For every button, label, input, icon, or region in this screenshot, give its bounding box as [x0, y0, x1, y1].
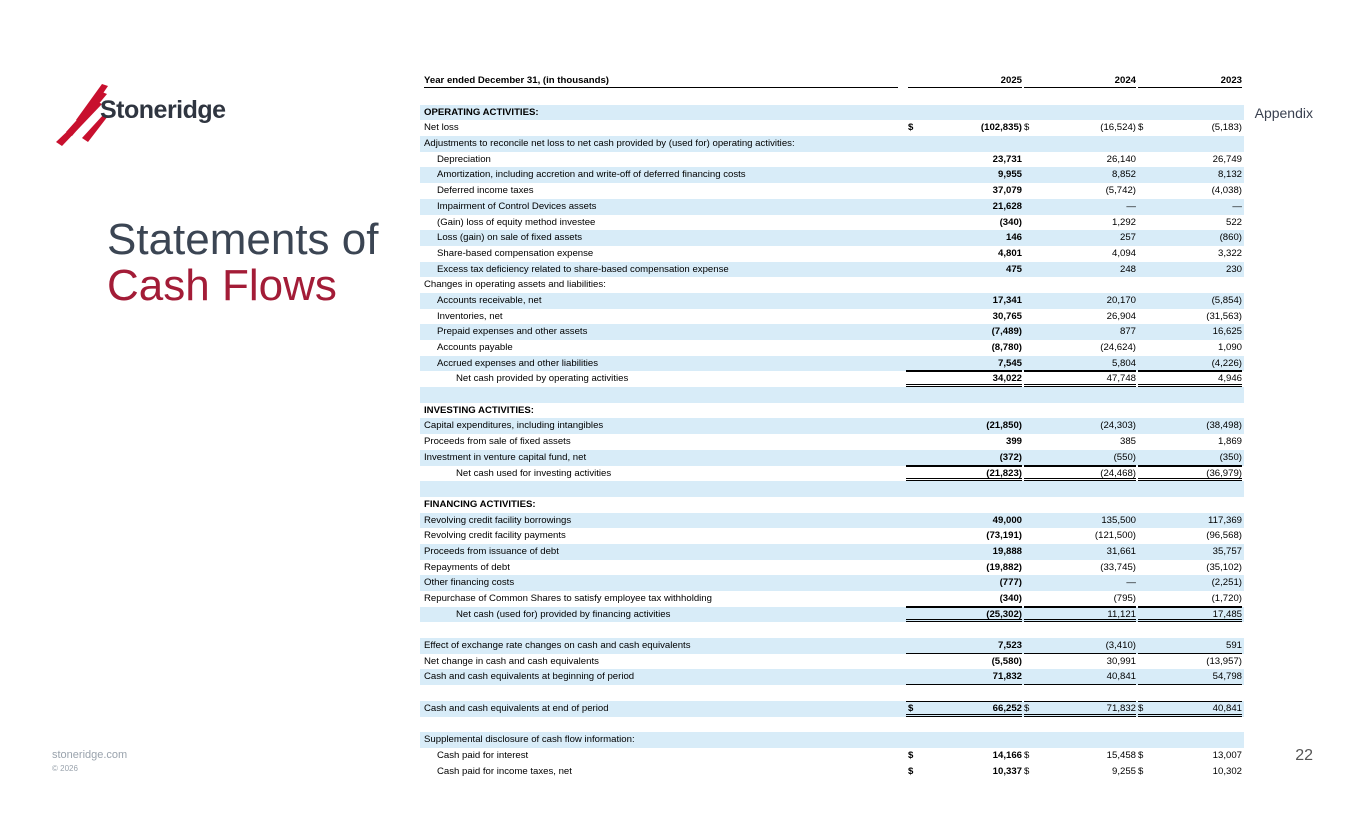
value-2023: (350): [1219, 451, 1242, 463]
value-2025-cell: [906, 669, 1022, 685]
value-2023-cell: [1136, 371, 1242, 387]
value-2024: —: [1126, 577, 1136, 589]
value-2024: 1,292: [1111, 216, 1136, 228]
value-2025: 21,628: [992, 200, 1022, 212]
table-row: [420, 685, 1244, 701]
page-title-line2: Cash Flows: [107, 261, 337, 310]
value-2024-cell: [1022, 309, 1136, 325]
value-2023: (35,102): [1206, 561, 1242, 573]
currency-symbol: $: [1138, 122, 1144, 134]
row-label: Net cash (used for) provided by financing activities: [456, 608, 671, 620]
table-row: [420, 120, 1244, 136]
value-2025-cell: [906, 356, 1022, 372]
brand-name: Stoneridge: [100, 96, 226, 124]
value-2023-cell: [1136, 246, 1242, 262]
value-2025-cell: [906, 293, 1022, 309]
row-label: Proceeds from issuance of debt: [424, 545, 559, 557]
value-2023-cell: [1136, 591, 1242, 607]
value-2023-cell: [1136, 309, 1242, 325]
table-row: [420, 371, 1244, 387]
currency-symbol: $: [1024, 749, 1030, 761]
header-2024: 2024: [1114, 75, 1136, 86]
table-row: [420, 528, 1244, 544]
value-2024-cell: [1022, 293, 1136, 309]
value-2025: 475: [1005, 263, 1022, 275]
value-2024: (550): [1113, 451, 1136, 463]
row-label: Revolving credit facility borrowings: [424, 514, 572, 526]
value-2025: (21,850): [986, 420, 1022, 432]
value-2023-cell: [1136, 544, 1242, 560]
value-2024: 257: [1119, 232, 1136, 244]
value-2023-cell: [1136, 466, 1242, 482]
table-row: [420, 560, 1244, 576]
value-2023-cell: [1136, 324, 1242, 340]
table-header-row: [420, 72, 1244, 89]
value-2024: (121,500): [1094, 530, 1136, 542]
table-row: [420, 497, 1244, 513]
currency-symbol: $: [908, 765, 914, 777]
footer-copyright: © 2026: [52, 764, 78, 773]
row-label: Depreciation: [437, 153, 491, 165]
value-2023-cell: [1136, 230, 1242, 246]
value-2023: 591: [1225, 640, 1242, 652]
row-label: OPERATING ACTIVITIES:: [424, 106, 539, 118]
row-label: Impairment of Control Devices assets: [437, 200, 597, 212]
value-2023: —: [1232, 200, 1242, 212]
value-2023-cell: [1136, 607, 1242, 623]
value-2025: (19,882): [986, 561, 1022, 573]
value-2024: 248: [1119, 263, 1136, 275]
value-2024-cell: [1022, 748, 1136, 764]
value-2025-cell: [906, 466, 1022, 482]
row-label: Accrued expenses and other liabilities: [437, 357, 599, 369]
value-2024-cell: [1022, 607, 1136, 623]
value-2025-cell: [906, 309, 1022, 325]
row-label: Effect of exchange rate changes on cash and cash equivalents: [424, 640, 691, 652]
row-label: Other financing costs: [424, 577, 515, 589]
value-2025: (73,191): [986, 530, 1022, 542]
row-label: Cash paid for income taxes, net: [437, 765, 572, 777]
value-2025: 17,341: [992, 294, 1022, 306]
value-2023: 10,302: [1212, 765, 1242, 777]
value-2024-cell: [1022, 764, 1136, 780]
header-2025: 2025: [1000, 75, 1022, 86]
value-2023: (96,568): [1206, 530, 1242, 542]
value-2025-cell: [906, 544, 1022, 560]
footer-website-link[interactable]: stoneridge.com: [52, 749, 128, 761]
value-2023-cell: [1136, 513, 1242, 529]
value-2025-cell: [906, 246, 1022, 262]
row-label: Prepaid expenses and other assets: [437, 326, 588, 338]
value-2024: (24,303): [1100, 420, 1136, 432]
table-row: [420, 701, 1244, 717]
value-2025-cell: [906, 152, 1022, 168]
row-label: Investment in venture capital fund, net: [424, 451, 587, 463]
value-2023-cell: [1136, 293, 1242, 309]
value-2023-cell: [1136, 418, 1242, 434]
value-2025: (8,780): [991, 342, 1022, 353]
value-2024-cell: [1022, 466, 1136, 482]
table-row: [420, 450, 1244, 466]
value-2025-cell: [906, 591, 1022, 607]
row-label: Amortization, including accretion and write-off of deferred financing costs: [437, 169, 746, 181]
value-2025-cell: [906, 607, 1022, 623]
table-row: [420, 387, 1244, 403]
row-label: (Gain) loss of equity method investee: [437, 216, 596, 228]
value-2023-cell: [1136, 434, 1242, 450]
table-row: [420, 199, 1244, 215]
value-2024-cell: [1022, 591, 1136, 607]
currency-symbol: $: [1024, 702, 1030, 714]
table-row: [420, 183, 1244, 199]
value-2024: 40,841: [1106, 671, 1136, 683]
table-row: [420, 764, 1244, 780]
value-2023-cell: [1136, 120, 1242, 136]
table-row: [420, 654, 1244, 670]
row-label: Deferred income taxes: [437, 185, 534, 197]
value-2024: (33,745): [1100, 561, 1136, 573]
value-2024-cell: [1022, 152, 1136, 168]
value-2024: 877: [1119, 326, 1136, 338]
value-2025-cell: [906, 340, 1022, 356]
row-label: Inventories, net: [437, 310, 503, 322]
value-2024: (795): [1113, 593, 1136, 604]
value-2024: 20,170: [1106, 294, 1136, 306]
value-2024: 26,140: [1106, 153, 1136, 165]
value-2025: (340): [999, 216, 1022, 228]
value-2025: 7,545: [997, 357, 1022, 369]
value-2024: 5,804: [1111, 357, 1136, 369]
value-2024-cell: [1022, 575, 1136, 591]
value-2024-cell: [1022, 701, 1136, 717]
table-row: [420, 277, 1244, 293]
table-row: [420, 466, 1244, 482]
value-2024: 8,852: [1111, 169, 1136, 181]
value-2024: (24,624): [1100, 342, 1136, 353]
table-row: [420, 575, 1244, 591]
value-2025-cell: [906, 324, 1022, 340]
value-2023: 1,090: [1217, 342, 1242, 353]
value-2025-cell: [906, 450, 1022, 466]
value-2023: 16,625: [1212, 326, 1242, 338]
row-label: Repurchase of Common Shares to satisfy employee tax withholding: [424, 593, 712, 604]
value-2025-cell: [906, 764, 1022, 780]
value-2023: (1,720): [1211, 593, 1242, 604]
table-row: [420, 167, 1244, 183]
value-2025-cell: [906, 183, 1022, 199]
value-2024: 15,458: [1106, 749, 1136, 761]
value-2023: (860): [1219, 232, 1242, 244]
currency-symbol: $: [1024, 122, 1030, 134]
row-label: Supplemental disclosure of cash flow information:: [424, 734, 635, 746]
value-2023-cell: [1136, 748, 1242, 764]
value-2024: 30,991: [1106, 655, 1136, 667]
value-2023: (4,226): [1211, 357, 1242, 369]
value-2025-cell: [906, 371, 1022, 387]
row-label: Changes in operating assets and liabilities:: [424, 279, 606, 291]
value-2025: (340): [999, 593, 1022, 604]
table-row: [420, 324, 1244, 340]
value-2023: (36,979): [1206, 467, 1242, 479]
value-2023: 35,757: [1212, 545, 1242, 557]
value-2024: 11,121: [1107, 608, 1136, 620]
currency-symbol: $: [908, 702, 914, 714]
value-2025: (25,302): [986, 608, 1022, 620]
table-row: [420, 356, 1244, 372]
value-2023-cell: [1136, 450, 1242, 466]
value-2024-cell: [1022, 560, 1136, 576]
value-2024-cell: [1022, 450, 1136, 466]
value-2023-cell: [1136, 356, 1242, 372]
value-2023: 40,841: [1212, 702, 1242, 714]
value-2025-cell: [906, 262, 1022, 278]
value-2024-cell: [1022, 513, 1136, 529]
value-2025-cell: [906, 434, 1022, 450]
value-2024-cell: [1022, 199, 1136, 215]
table-row: [420, 669, 1244, 685]
value-2024: 71,832: [1106, 702, 1136, 714]
currency-symbol: $: [1138, 765, 1144, 777]
value-2024-cell: [1022, 230, 1136, 246]
value-2025: 7,523: [997, 640, 1022, 652]
value-2025: 9,955: [997, 169, 1022, 181]
value-2023-cell: [1136, 199, 1242, 215]
row-label: Cash and cash equivalents at end of period: [424, 702, 609, 714]
value-2023-cell: [1136, 701, 1242, 717]
value-2023: 3,322: [1217, 247, 1242, 259]
value-2025: (7,489): [991, 326, 1022, 338]
row-label: Net change in cash and cash equivalents: [424, 655, 599, 667]
value-2025: 49,000: [992, 514, 1022, 526]
value-2025: 19,888: [992, 545, 1022, 557]
value-2023-cell: [1136, 528, 1242, 544]
value-2025: (777): [999, 577, 1022, 589]
value-2025: 146: [1005, 232, 1022, 244]
value-2023-cell: [1136, 560, 1242, 576]
value-2025-cell: [906, 748, 1022, 764]
value-2025: 30,765: [992, 310, 1022, 322]
table-row: [420, 622, 1244, 638]
value-2025: 4,801: [997, 247, 1022, 259]
value-2024: (5,742): [1105, 185, 1136, 197]
value-2024-cell: [1022, 215, 1136, 231]
value-2025: (372): [999, 451, 1022, 463]
value-2025: 14,166: [992, 749, 1022, 761]
row-label: Loss (gain) on sale of fixed assets: [437, 232, 583, 244]
row-label: INVESTING ACTIVITIES:: [424, 404, 534, 416]
table-row: [420, 418, 1244, 434]
value-2025: (21,823): [986, 467, 1022, 479]
table-row: [420, 403, 1244, 419]
value-2023-cell: [1136, 764, 1242, 780]
row-label: Excess tax deficiency related to share-based compensation expense: [437, 263, 729, 275]
value-2024-cell: [1022, 340, 1136, 356]
row-label: Cash and cash equivalents at beginning of period: [424, 671, 635, 683]
value-2024-cell: [1022, 371, 1136, 387]
value-2024-cell: [1022, 418, 1136, 434]
value-2025-cell: [906, 575, 1022, 591]
value-2025-cell: [906, 418, 1022, 434]
value-2023-cell: [1136, 340, 1242, 356]
row-label: Accounts receivable, net: [437, 294, 542, 306]
value-2025: 23,731: [992, 153, 1022, 165]
value-2024-cell: [1022, 669, 1136, 685]
value-2023: 522: [1225, 216, 1242, 228]
value-2024-cell: [1022, 120, 1136, 136]
table-row: [420, 293, 1244, 309]
row-label: Revolving credit facility payments: [424, 530, 566, 542]
value-2024-cell: [1022, 324, 1136, 340]
value-2025: (5,580): [991, 655, 1022, 667]
cash-flow-table: [420, 72, 1244, 779]
value-2024: (16,524): [1100, 122, 1136, 134]
header-2023: 2023: [1220, 75, 1242, 86]
value-2025-cell: [906, 638, 1022, 654]
value-2024: 135,500: [1101, 514, 1136, 526]
value-2023-cell: [1136, 638, 1242, 654]
value-2024-cell: [1022, 183, 1136, 199]
table-row: [420, 544, 1244, 560]
table-row: [420, 246, 1244, 262]
table-row: [420, 732, 1244, 748]
value-2025-cell: [906, 167, 1022, 183]
currency-symbol: $: [1138, 749, 1144, 761]
value-2023-cell: [1136, 575, 1242, 591]
row-label: Capital expenditures, including intangibles: [424, 420, 604, 432]
value-2024: 31,661: [1106, 545, 1136, 557]
value-2023: (31,563): [1206, 310, 1242, 322]
table-row: [420, 434, 1244, 450]
table-row: [420, 513, 1244, 529]
value-2023: 26,749: [1212, 153, 1242, 165]
header-label: Year ended December 31, (in thousands): [424, 75, 610, 86]
row-label: FINANCING ACTIVITIES:: [424, 498, 536, 510]
appendix-label: Appendix: [1254, 105, 1313, 121]
row-label: Adjustments to reconcile net loss to net cash provided by (used for) operating activities:: [424, 138, 795, 150]
value-2024-cell: [1022, 167, 1136, 183]
value-2023: (2,251): [1211, 577, 1242, 589]
table-row: [420, 89, 1244, 105]
value-2025: 66,252: [992, 702, 1022, 714]
value-2025-cell: [906, 230, 1022, 246]
value-2024-cell: [1022, 246, 1136, 262]
value-2025-cell: [906, 560, 1022, 576]
value-2024-cell: [1022, 528, 1136, 544]
value-2025-cell: [906, 215, 1022, 231]
table-row: [420, 105, 1244, 121]
row-label: Share-based compensation expense: [437, 247, 594, 259]
value-2025-cell: [906, 528, 1022, 544]
page-title-line1: Statements of: [107, 215, 379, 264]
table-row: [420, 262, 1244, 278]
table-row: [420, 607, 1244, 623]
value-2023: (13,957): [1206, 655, 1242, 667]
row-label: Cash paid for interest: [437, 749, 529, 761]
table-row: [420, 340, 1244, 356]
value-2023-cell: [1136, 183, 1242, 199]
table-row: [420, 748, 1244, 764]
table-row: [420, 215, 1244, 231]
value-2023: 117,369: [1208, 514, 1242, 526]
value-2023-cell: [1136, 654, 1242, 670]
value-2025: 10,337: [992, 765, 1022, 777]
value-2024: 9,255: [1111, 765, 1136, 777]
table-row: [420, 309, 1244, 325]
value-2025-cell: [906, 513, 1022, 529]
value-2025-cell: [906, 199, 1022, 215]
value-2024-cell: [1022, 356, 1136, 372]
value-2023-cell: [1136, 152, 1242, 168]
value-2023: (4,038): [1211, 185, 1242, 197]
currency-symbol: $: [908, 122, 914, 134]
value-2024: 47,748: [1106, 373, 1136, 385]
value-2025-cell: [906, 120, 1022, 136]
value-2025-cell: [906, 654, 1022, 670]
currency-symbol: $: [908, 749, 914, 761]
value-2024: 26,904: [1106, 310, 1136, 322]
value-2025: (102,835): [980, 122, 1022, 134]
value-2024-cell: [1022, 638, 1136, 654]
value-2023-cell: [1136, 167, 1242, 183]
row-label: Accounts payable: [437, 342, 513, 353]
table-row: [420, 136, 1244, 152]
value-2023: 230: [1225, 263, 1242, 275]
value-2024: (24,468): [1100, 467, 1136, 479]
value-2025: 399: [1005, 436, 1022, 448]
value-2024-cell: [1022, 544, 1136, 560]
value-2023: 4,946: [1217, 373, 1242, 385]
value-2023: 17,485: [1212, 608, 1242, 620]
page-number: 22: [1295, 747, 1313, 764]
value-2024: 4,094: [1111, 247, 1136, 259]
table-row: [420, 717, 1244, 733]
value-2023-cell: [1136, 215, 1242, 231]
table-row: [420, 591, 1244, 607]
row-label: Repayments of debt: [424, 561, 510, 573]
value-2024: 385: [1119, 436, 1136, 448]
row-label: Net loss: [424, 122, 459, 134]
row-label: Net cash used for investing activities: [456, 467, 612, 479]
row-label: Proceeds from sale of fixed assets: [424, 436, 571, 448]
value-2025: 37,079: [992, 185, 1022, 197]
value-2023-cell: [1136, 669, 1242, 685]
value-2024-cell: [1022, 434, 1136, 450]
value-2023: 54,798: [1212, 671, 1242, 683]
value-2023: (5,183): [1211, 122, 1242, 134]
value-2023: 13,007: [1212, 749, 1242, 761]
table-row: [420, 230, 1244, 246]
value-2025-cell: [906, 701, 1022, 717]
value-2023-cell: [1136, 262, 1242, 278]
value-2024-cell: [1022, 654, 1136, 670]
value-2024-cell: [1022, 262, 1136, 278]
row-label: Net cash provided by operating activities: [456, 373, 629, 385]
value-2023: 1,869: [1217, 436, 1242, 448]
value-2023: (38,498): [1206, 420, 1242, 432]
table-row: [420, 638, 1244, 654]
table-row: [420, 481, 1244, 497]
value-2023: 8,132: [1217, 169, 1242, 181]
currency-symbol: $: [1138, 702, 1144, 714]
value-2024: —: [1126, 200, 1136, 212]
table-row: [420, 152, 1244, 168]
value-2025: 71,832: [992, 671, 1022, 683]
currency-symbol: $: [1024, 765, 1030, 777]
value-2024: (3,410): [1105, 640, 1136, 652]
value-2023: (5,854): [1211, 294, 1242, 306]
value-2025: 34,022: [992, 373, 1022, 385]
